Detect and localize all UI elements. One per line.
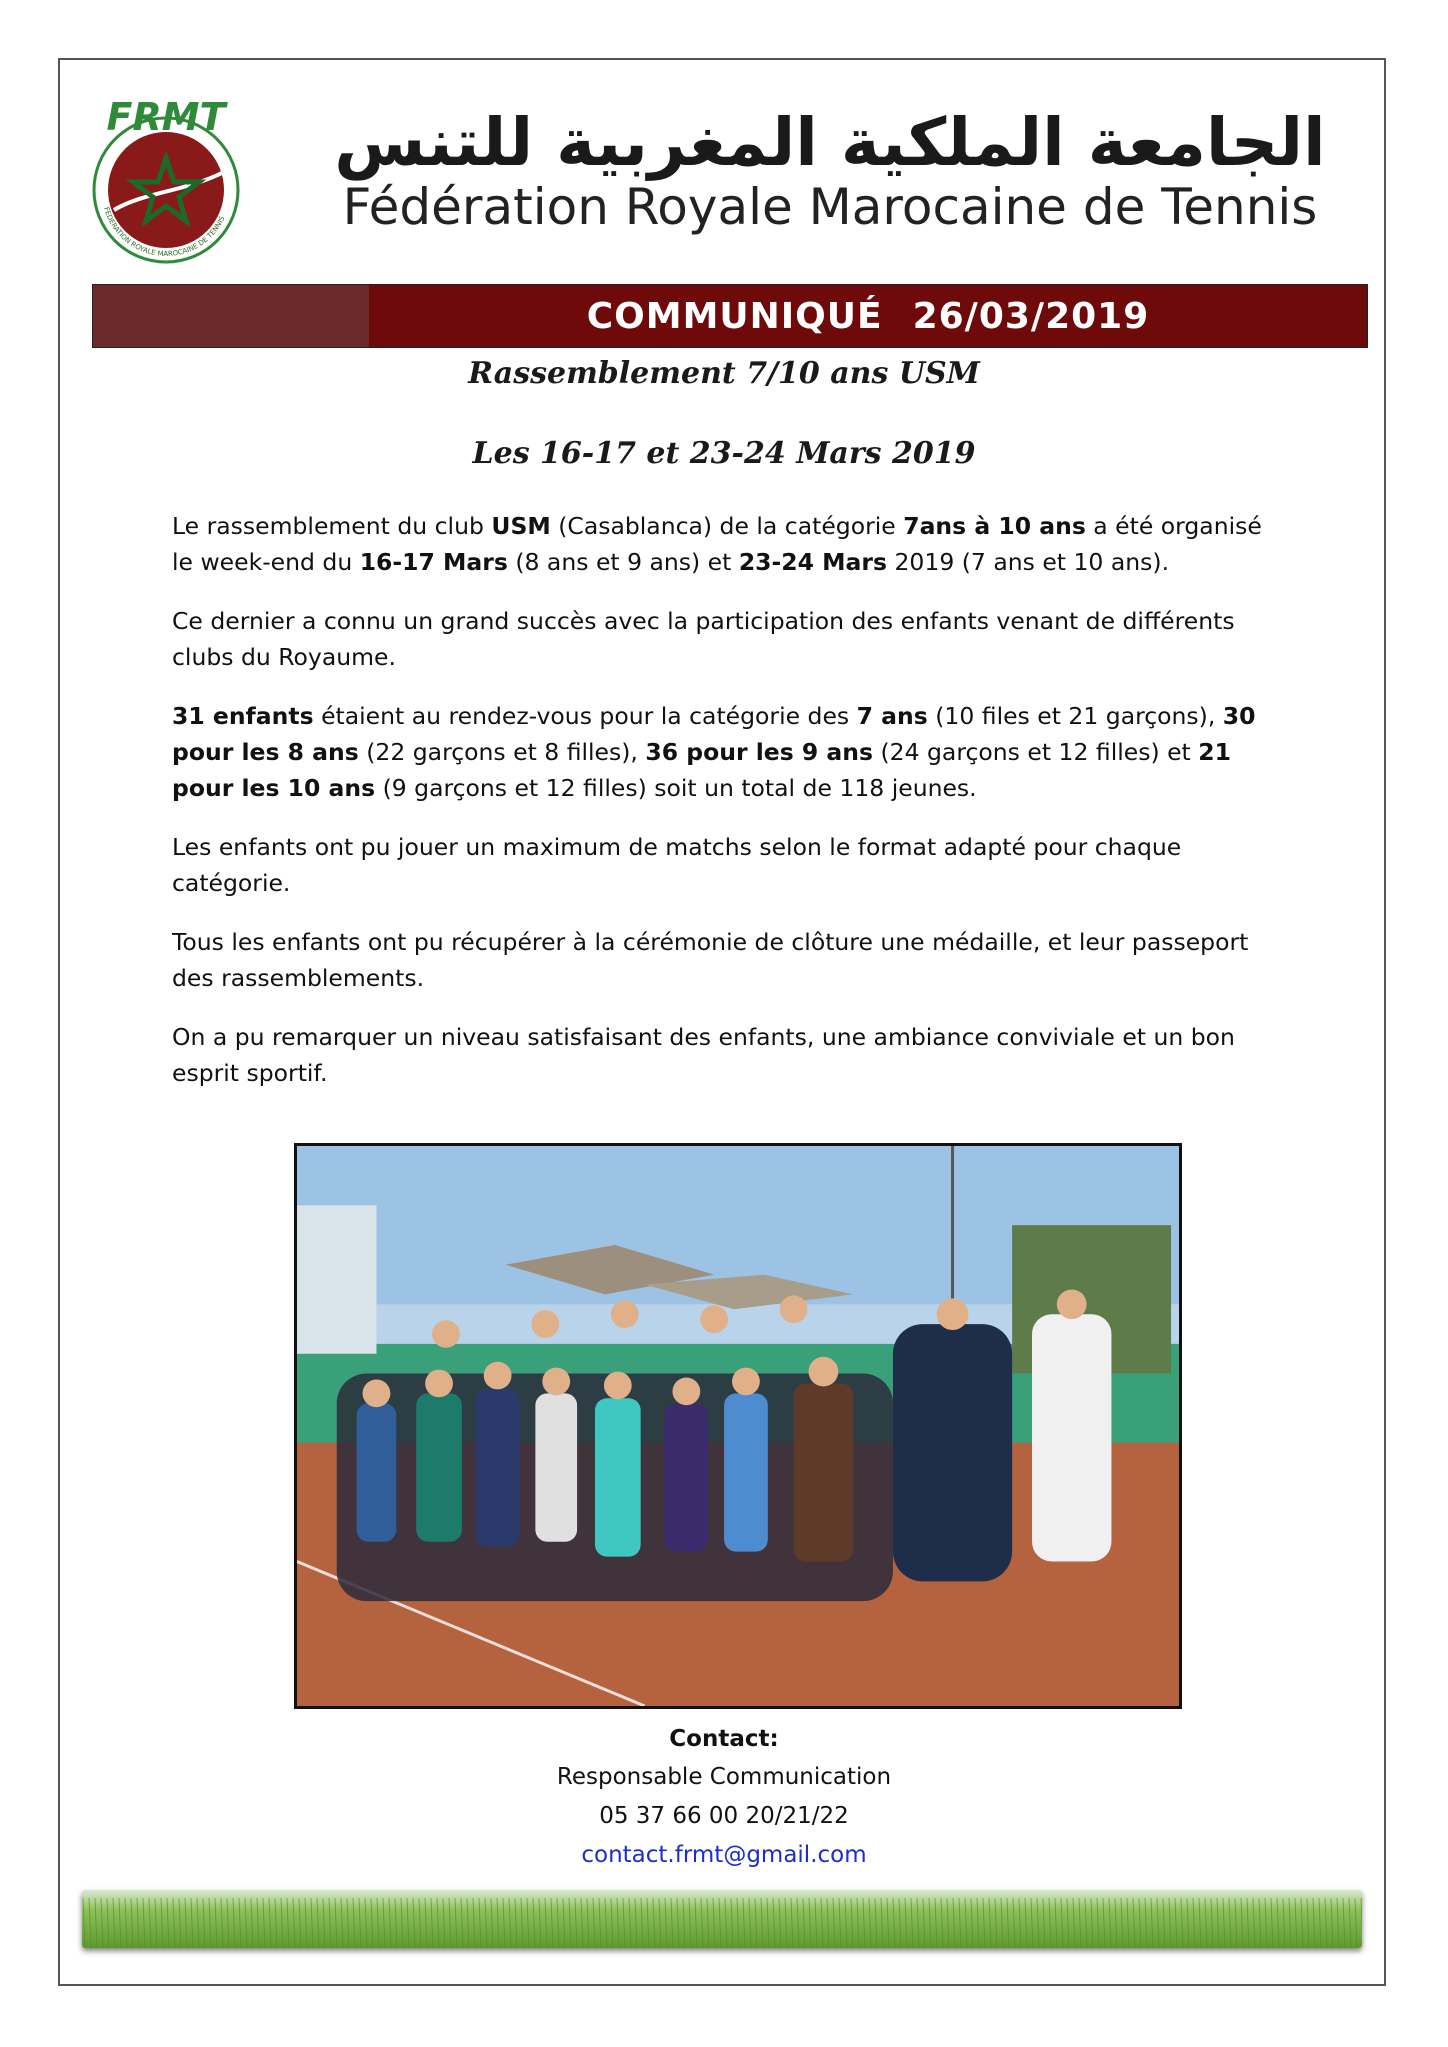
text-run: (10 files et 21 garçons), xyxy=(927,702,1223,730)
frmt-logo xyxy=(74,92,254,267)
communique-label: COMMUNIQUÉ xyxy=(586,295,883,337)
paragraph-1 xyxy=(172,508,1282,580)
text-run: (9 garçons et 12 filles) soit un total de 118 jeunes. xyxy=(375,774,977,802)
text-bold: 21 pour les 10 ans xyxy=(172,738,1231,802)
contact-email-link[interactable]: contact.frmt@gmail.com xyxy=(581,1842,867,1868)
group-photo xyxy=(294,1143,1182,1709)
banner-heading xyxy=(369,285,1367,347)
text-bold: 7 ans xyxy=(856,702,928,730)
contact-phone: 05 37 66 00 20/21/22 xyxy=(599,1803,849,1829)
text-bold: USM xyxy=(491,512,551,540)
text-run: (24 garçons et 12 filles) et xyxy=(873,738,1199,766)
grass-footer-strip xyxy=(82,1890,1362,1948)
event-subtitle: Rassemblement 7/10 ans USM xyxy=(468,356,980,391)
text-run: a été organisé le week-end du xyxy=(172,512,1262,576)
event-dates: Les 16-17 et 23-24 Mars 2019 xyxy=(472,436,976,471)
paragraph-2: Ce dernier a connu un grand succès avec la participation des enfants venant de différents clubs du Royaume. xyxy=(172,607,1235,671)
text-bold: 30 pour les 8 ans xyxy=(172,702,1256,766)
svg-text:FRMT: FRMT xyxy=(106,95,226,139)
text-bold: 36 pour les 9 ans xyxy=(645,738,873,766)
communique-date: 26/03/2019 xyxy=(912,295,1150,337)
article-body xyxy=(172,508,1282,1114)
paragraph-3 xyxy=(172,698,1282,806)
paragraph-4: Les enfants ont pu jouer un maximum de matchs selon le format adapté pour chaque catégorie. xyxy=(172,833,1182,897)
text-run: (8 ans et 9 ans) et xyxy=(507,548,739,576)
text-run: Le rassemblement du club xyxy=(172,512,492,540)
federation-title: Fédération Royale Marocaine de Tennis xyxy=(342,178,1318,236)
arabic-title: الجامعة الملكية المغربية للتنس xyxy=(334,104,1326,181)
contact-role: Responsable Communication xyxy=(556,1764,892,1790)
text-bold: 16-17 Mars xyxy=(359,548,508,576)
communique-banner xyxy=(92,284,1368,348)
text-bold: 7ans à 10 ans xyxy=(903,512,1086,540)
contact-title: Contact: xyxy=(669,1726,779,1752)
text-run: étaient au rendez-vous pour la catégorie des xyxy=(313,702,857,730)
paragraph-6: On a pu remarquer un niveau satisfaisant des enfants, une ambiance conviviale et un bon esprit sportif. xyxy=(172,1023,1235,1087)
text-run: (Casablanca) de la catégorie xyxy=(550,512,904,540)
banner-accent xyxy=(93,285,369,347)
text-run: (22 garçons et 8 filles), xyxy=(358,738,646,766)
svg-text:FEDERATION ROYALE MAROCAINE DE: FEDERATION ROYALE MAROCAINE DE TENNIS xyxy=(102,206,227,259)
text-bold: 23-24 Mars xyxy=(738,548,887,576)
paragraph-5: Tous les enfants ont pu récupérer à la cérémonie de clôture une médaille, et leur passeport des rassemblements. xyxy=(172,928,1249,992)
text-run: 2019 (7 ans et 10 ans). xyxy=(887,548,1170,576)
text-bold: 31 enfants xyxy=(172,702,314,730)
